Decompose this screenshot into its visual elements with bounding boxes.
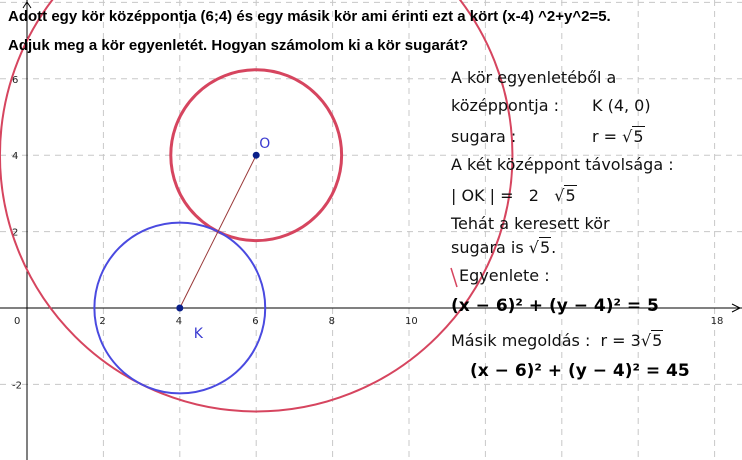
note-radius-label: sugara : (451, 127, 517, 146)
point-o[interactable] (253, 152, 260, 159)
note-center-value: K (4, 0) (592, 96, 651, 115)
y-tick-label: 4 (12, 151, 19, 163)
x-tick-label: 8 (328, 316, 335, 327)
note-ok-label: | OK | = (451, 186, 514, 205)
red-slash-mark (451, 268, 457, 287)
note-distance-title: A két középpont távolsága : (451, 155, 674, 174)
note-line-1: A kör egyenletéből a (451, 68, 617, 87)
sqrt-ok: √5 (554, 186, 576, 205)
x-tick-label: 18 (710, 316, 724, 327)
point-k-label: K (193, 326, 203, 342)
note-other-solution-radicand: 5 (652, 331, 663, 350)
x-tick-label: 6 (252, 316, 259, 327)
note-radius-also-label: sugara is (451, 238, 524, 257)
sqrt-radius: √5 (622, 127, 644, 146)
x-tick-label: 0 (14, 316, 21, 327)
note-equation-label: Egyenlete : (459, 266, 550, 285)
note-radius-eq (592, 127, 645, 146)
equation-first-solution: (x − 6)² + (y − 4)² = 5 (451, 296, 659, 316)
note-radius-also-radicand: 5 (539, 238, 551, 257)
x-tick-label: 4 (175, 316, 183, 327)
question-line-1: Adott egy kör középpontja (6;4) és egy másik kör ami érinti ezt a kört (x-4) ^2+y^2=5. (8, 8, 611, 25)
sqrt-other-solution: √5 (640, 331, 663, 350)
x-tick-label: 10 (405, 316, 418, 327)
sqrt-radius-also: √5 (528, 238, 551, 257)
note-other-solution-label: Másik megoldás : (451, 331, 591, 350)
note-ok-coef: 2 (528, 186, 539, 205)
note-other-solution-r: r = 3 (600, 331, 641, 350)
y-tick-label: -2 (12, 380, 22, 392)
equation-second-solution: (x − 6)² + (y − 4)² = 45 (470, 361, 690, 381)
note-radius-r: r = (592, 127, 618, 146)
note-radius-also (451, 238, 556, 257)
note-radius-radicand: 5 (633, 127, 644, 146)
question-line-2: Adjuk meg a kör egyenletét. Hogyan számolom ki a kör sugarát? (8, 37, 469, 54)
note-radius-also-period: . (551, 238, 557, 257)
note-center-label: középpontja : (451, 96, 559, 115)
note-ok-eq (451, 186, 577, 205)
note-therefore: Tehát a keresett kör (451, 214, 610, 233)
x-tick-label: 2 (99, 316, 106, 327)
note-ok-radicand: 5 (565, 186, 576, 205)
y-tick-label: 6 (12, 74, 19, 86)
point-o-label: O (259, 136, 271, 153)
point-k[interactable] (176, 305, 183, 312)
note-other-solution (451, 331, 663, 350)
y-tick-label: 2 (12, 227, 19, 239)
